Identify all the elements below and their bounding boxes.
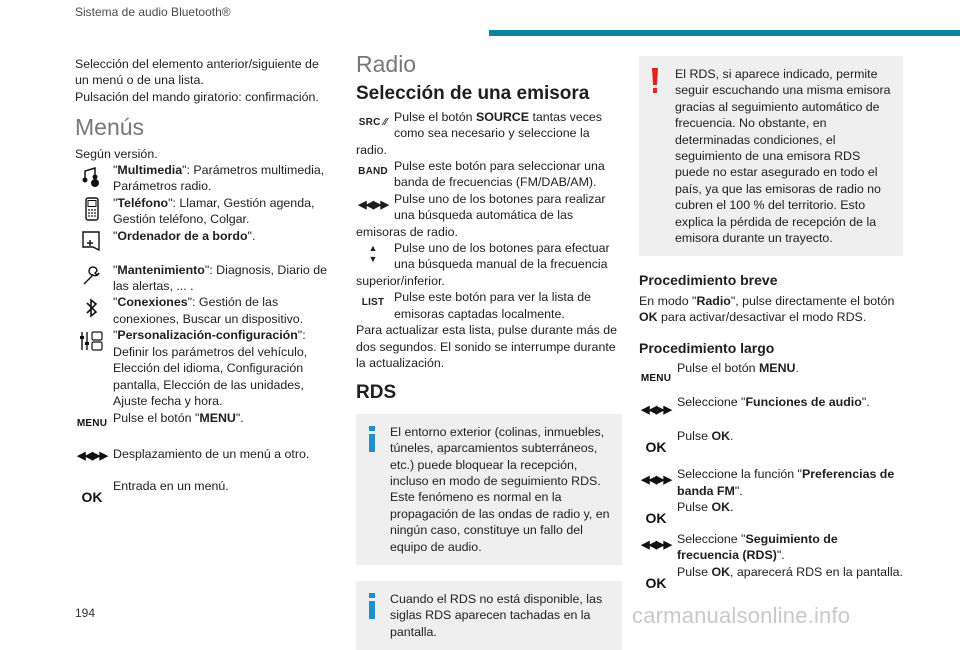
step-5: OK Pulse OK.: [639, 499, 903, 531]
column-3: [639, 56, 903, 592]
watermark: carmanualsonline.info: [632, 603, 851, 628]
left-right-arrows-icon: ◀◀▶▶: [641, 403, 671, 416]
seleccion-heading: Selección de una emisora: [356, 83, 590, 105]
breve-heading: Procedimiento breve: [639, 272, 778, 289]
step-6: ◀◀▶▶ Seleccione "Seguimiento de frecuencia (RDS)".: [639, 531, 903, 564]
rds-heading: RDS: [356, 382, 397, 404]
ok-button-icon: OK: [645, 438, 667, 455]
update-text: Para actualizar esta lista, pulse durante más de dos segundos. El sonido se interrumpe durante la actualización.: [356, 323, 618, 370]
column-1: [75, 56, 333, 506]
info-icon: [368, 593, 376, 623]
intro-text-2: Pulsación del mando giratorio: confirmación.: [75, 89, 319, 104]
warning-icon: [651, 68, 659, 98]
page-number: 194: [75, 606, 96, 620]
left-right-arrows-icon: ◀◀▶▶: [641, 473, 671, 486]
info-box-1: El entorno exterior (colinas, inmuebles, túneles, aparcamientos subterráneos, etc.) puede bloquear la recepción, incluso en modo de seguimiento RDS. Este fenómeno es normal en la propagación de las ondas de radio y, en ningún caso, constituye un fallo del equipo de audio.: [356, 414, 622, 565]
menu-item-multimedia: "Multimedia": Parámetros multimedia, Parámetros radio.: [75, 162, 333, 195]
list-row: LIST Pulse este botón para ver la lista de emisoras captadas localmente.: [356, 289, 622, 322]
menu-item-conexiones: "Conexiones": Gestión de las conexiones, Buscar un dispositivo.: [75, 294, 333, 327]
band-row: BAND Pulse este botón para seleccionar una banda de frecuencias (FM/DAB/AM).: [356, 158, 622, 191]
intro-text-1: Selección del elemento anterior/siguiente de un menú o de una lista.: [75, 57, 319, 88]
menu-item-telefono: "Teléfono": Llamar, Gestión agenda, Gestión teléfono, Colgar.: [75, 195, 333, 228]
ok-button-icon: OK: [645, 509, 667, 526]
menu-button-row: MENU Pulse el botón "MENU".: [75, 410, 333, 438]
left-right-arrows-icon: ◀◀▶▶: [641, 538, 671, 551]
step-1: MENU Pulse el botón MENU.: [639, 360, 903, 394]
breve-text: En modo "Radio", pulse directamente el botón OK para activar/desactivar el modo RDS.: [639, 293, 895, 325]
left-right-arrows-icon: ◀◀▶▶: [77, 450, 107, 463]
segun-version: Según versión.: [75, 146, 158, 161]
auto-search-row: ◀◀▶▶ Pulse uno de los botones para realizar una búsqueda automática de las emisoras de radio.: [356, 191, 606, 239]
left-right-arrows-icon: ◀◀▶▶: [358, 198, 388, 211]
band-button-icon: BAND: [358, 165, 388, 177]
menu-item-personalizacion: "Personalización-configuración": Definir los parámetros del vehículo, Elección del idioma, Configuración pantalla, Elección de las unidades, Ajuste fecha y hora.: [75, 327, 333, 409]
navigation-row: ◀◀▶▶ Desplazamiento de un menú a otro.: [75, 442, 333, 470]
settings-icon: [75, 328, 109, 354]
ok-button-icon: OK: [81, 489, 103, 506]
menus-heading: Menús: [75, 114, 145, 141]
header-title: Sistema de audio Bluetooth®: [75, 5, 231, 19]
largo-heading: Procedimiento largo: [639, 339, 775, 356]
step-7: OK Pulse OK, aparecerá RDS en la pantalla.: [639, 564, 903, 592]
bluetooth-icon: [75, 295, 109, 321]
trip-computer-icon: [75, 229, 109, 255]
source-button-icon: SRC ⁄⁄: [358, 116, 388, 128]
column-2: [356, 51, 622, 650]
manual-search-row: ▲ ▼ Pulse uno de los botones para efectuar una búsqueda manual de la frecuencia superior/inferior.: [356, 241, 610, 288]
header-accent-bar: [489, 30, 960, 36]
menu-button-icon: MENU: [640, 372, 672, 384]
step-2: ◀◀▶▶ Seleccione "Funciones de audio".: [639, 394, 903, 428]
radio-heading: Radio: [356, 51, 417, 77]
source-row: SRC ⁄⁄ Pulse el botón SOURCE tantas veces como sea necesario y seleccione la radio.: [356, 109, 603, 157]
menu-button-icon: MENU: [76, 418, 108, 430]
step-4: ◀◀▶▶ Seleccione la función "Preferencias de banda FM".: [639, 466, 903, 499]
up-down-arrows-icon: ▲ ▼: [368, 243, 378, 265]
multimedia-icon: [75, 163, 109, 189]
ok-row: OK Entrada en un menú.: [75, 478, 333, 506]
menu-item-ordenador: "Ordenador de a bordo".: [75, 228, 333, 262]
info-icon: [368, 426, 376, 456]
menu-item-mantenimiento: "Mantenimiento": Diagnosis, Diario de las alertas, ... .: [75, 262, 333, 295]
wrench-icon: [75, 263, 109, 289]
warning-box: El RDS, si aparece indicado, permite seguir escuchando una misma emisora gracias al seguimiento automático de frecuencia. No obstante, en determinadas condiciones, el seguimiento de una emisora RDS puede no estar asegurado en todo el país, ya que las emisoras de radio no cubren el 100 % del territorio. Esto explica la pérdida de recepción de la emisora durante un trayecto.: [639, 56, 903, 256]
list-button-icon: LIST: [361, 297, 385, 309]
phone-icon: [75, 196, 109, 222]
info-box-2: Cuando el RDS no está disponible, las siglas RDS aparecen tachadas en la pantalla.: [356, 581, 622, 650]
step-3: OK Pulse OK.: [639, 428, 903, 466]
ok-button-icon: OK: [645, 574, 667, 591]
